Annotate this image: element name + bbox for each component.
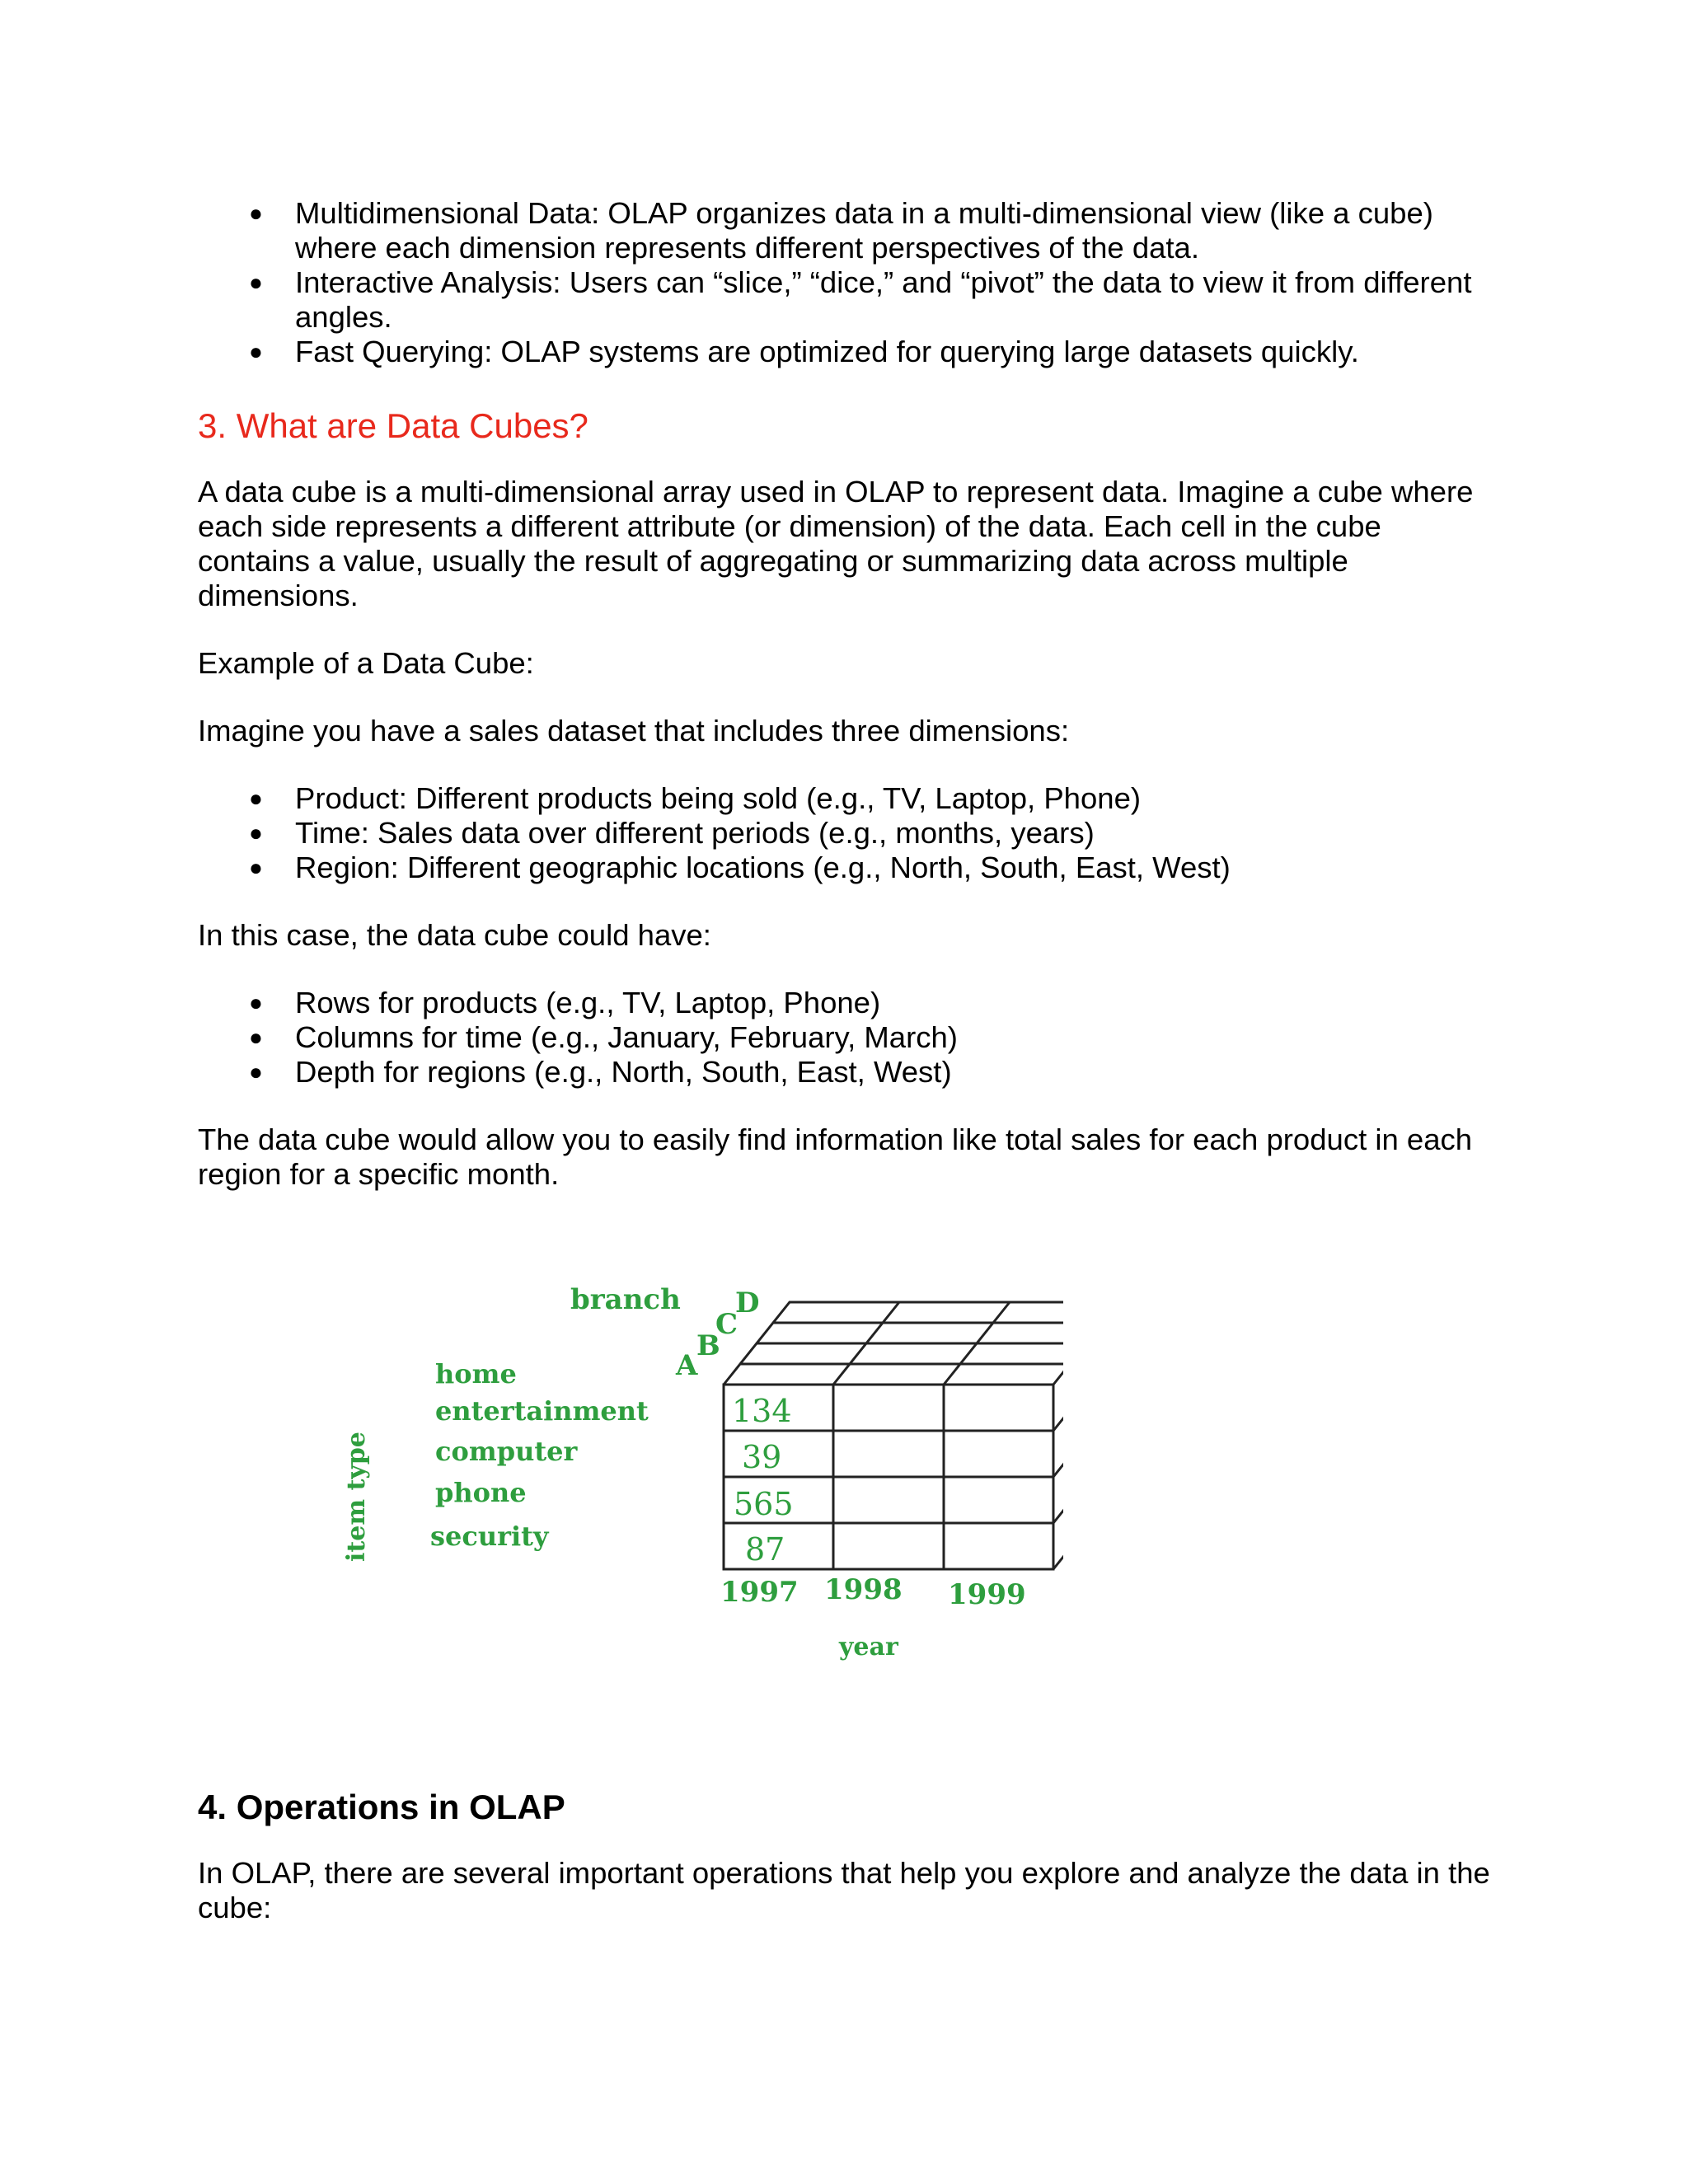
item-type-label: computer [435,1436,578,1467]
list-item [198,265,1500,335]
item-type-label: entertainment [435,1395,649,1427]
bullet-text: Fast Querying: OLAP systems are optimized for querying large datasets quickly. [295,335,1359,368]
cube-grid-line [1053,1348,1063,1431]
olap-features-list [198,196,1500,369]
list-item [198,196,1500,265]
section-4-heading: 4. Operations in OLAP [198,1788,565,1826]
bullet-icon: ● [249,1024,263,1050]
item-type-label: phone [435,1477,527,1508]
list-item [198,816,1500,851]
bullet-icon: ● [249,1059,263,1085]
document-page [198,196,1500,1192]
data-cube-intro: A data cube is a multi-dimensional array used in OLAP to represent data. Imagine a cube where each side represents a different attribute (or dimension) of the data. Each cell in the cube contains a value, usually the result of aggregating or summarizing data across multiple dimensions. [198,475,1474,612]
cube-grid-line [1053,1394,1063,1477]
bullet-text: Product: Different products being sold (e.g., TV, Laptop, Phone) [295,781,1142,815]
item-type-label: home [435,1358,517,1390]
cube-cell-value: 87 [745,1531,785,1568]
dimensions-list [198,781,1500,885]
branch-axis-label: branch [570,1283,681,1316]
branch-label: B [696,1329,720,1362]
cube-grid [724,1302,1063,1569]
cube-values [732,1393,794,1568]
year-label: 1999 [948,1578,1026,1611]
section-4 [198,1787,1500,1925]
bullet-text: Time: Sales data over different periods (e.g., months, years) [295,816,1095,850]
item-type-label: security [430,1521,549,1552]
bullet-icon: ● [249,339,263,364]
bullet-text: Multidimensional Data: OLAP organizes data in a multi-dimensional view (like a cube) where each dimension represents different perspectives of the data. [295,196,1433,265]
list-item [198,335,1500,369]
bullet-text: Depth for regions (e.g., North, South, East, West) [295,1055,952,1089]
data-cube-diagram [321,1277,1063,1690]
branch-label: A [676,1349,698,1382]
section-4-intro: In OLAP, there are several important operations that help you explore and analyze the data in the cube: [198,1856,1490,1924]
list-item [198,1020,1500,1055]
year-labels [720,1573,1026,1661]
cube-conclusion: The data cube would allow you to easily find information like total sales for each product in each region for a specific month. [198,1122,1473,1191]
bullet-icon: ● [249,200,263,226]
list-item [198,986,1500,1020]
bullet-text: Rows for products (e.g., TV, Laptop, Phone) [295,986,881,1019]
example-label: Example of a Data Cube: [198,646,534,680]
bullet-icon: ● [249,855,263,880]
branch-label: D [735,1286,760,1319]
bullet-text: Interactive Analysis: Users can “slice,” “dice,” and “pivot” the data to view it from different angles. [295,265,1472,334]
data-cube-figure [321,1277,1063,1690]
cube-cell-value: 134 [732,1393,792,1429]
item-type-axis-label: item type [342,1432,371,1562]
cube-grid-line [1053,1441,1063,1523]
year-label: 1998 [824,1573,903,1606]
case-items-list [198,986,1500,1090]
bullet-icon: ● [249,269,263,295]
list-item [198,851,1500,885]
imagine-text: Imagine you have a sales dataset that includes three dimensions: [198,714,1070,748]
bullet-icon: ● [249,990,263,1015]
branch-label: C [715,1308,738,1341]
bullet-text: Region: Different geographic locations (e.g., North, South, East, West) [295,851,1231,884]
cube-cell-value: 565 [734,1486,794,1522]
bullet-text: Columns for time (e.g., January, February, March) [295,1020,958,1054]
year-label: 1997 [720,1576,799,1609]
case-intro: In this case, the data cube could have: [198,918,711,952]
list-item [198,781,1500,816]
bullet-icon: ● [249,785,263,811]
year-axis-label: year [839,1633,898,1661]
list-item [198,1055,1500,1090]
bullet-icon: ● [249,820,263,846]
section-3-heading: 3. What are Data Cubes? [198,406,588,445]
cube-cell-value: 39 [742,1439,782,1475]
cube-labels [342,1283,759,1562]
